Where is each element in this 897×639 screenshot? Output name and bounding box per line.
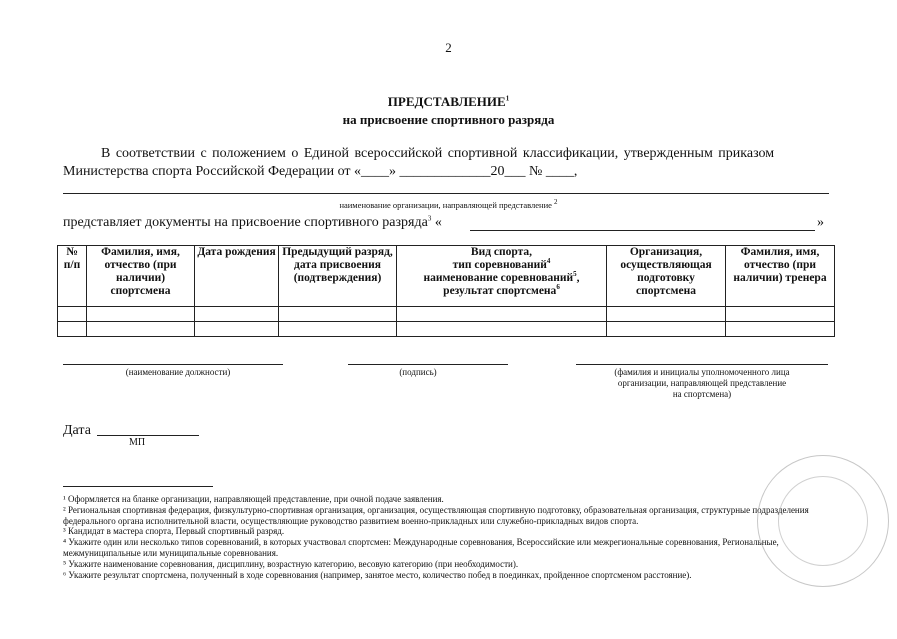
header-sport-line-2-text: тип соревнований xyxy=(452,259,547,271)
athletes-table xyxy=(57,245,835,337)
header-athlete-name: Фамилия, имя, отчество (при наличии) спортсмена xyxy=(87,246,195,307)
header-sport-line-3 xyxy=(399,272,604,285)
table-cell[interactable] xyxy=(58,307,87,322)
header-number: № п/п xyxy=(58,246,87,307)
document-title xyxy=(0,94,897,110)
quote-open: « xyxy=(431,215,442,230)
document-subtitle: на присвоение спортивного разряда xyxy=(342,112,555,127)
table-row xyxy=(58,307,835,322)
header-sport-line-4 xyxy=(399,285,604,298)
table-cell[interactable] xyxy=(279,307,397,322)
table-cell[interactable] xyxy=(607,322,726,337)
represents-footnote-ref: 3 xyxy=(427,214,432,223)
table-cell[interactable] xyxy=(279,322,397,337)
official-name-line xyxy=(576,364,828,365)
signature-line xyxy=(348,364,508,365)
table-cell[interactable] xyxy=(397,307,607,322)
table-cell[interactable] xyxy=(87,322,195,337)
rank-fill-line xyxy=(470,230,815,231)
footnote-4: ⁴ Укажите один или несколько типов соревнований, в которых участвовал спортсмен: Международные соревнования, Всероссийские или межрегиональные соревнования, Региональные, межмуниципальные или муниципальные соревнования. xyxy=(63,537,779,558)
org-name-line xyxy=(63,193,829,194)
office-stamp xyxy=(757,455,889,587)
footnote-ref-6: 6 xyxy=(556,283,560,292)
title-text: ПРЕДСТАВЛЕНИЕ xyxy=(387,94,506,109)
footnote-3: ³ Кандидат в мастера спорта, Первый спортивный разряд. xyxy=(63,526,285,537)
table-cell[interactable] xyxy=(397,322,607,337)
header-sport-line-3-tail: , xyxy=(576,272,580,284)
header-sport-line-3-text: наименование соревнований xyxy=(423,272,574,284)
footnote-separator xyxy=(63,486,213,487)
footnote-5: ⁵ Укажите наименование соревнования, дисциплину, возрастную категорию, весовую категорию (при необходимости). xyxy=(63,558,519,569)
header-sport-line-4-text: результат спортсмена xyxy=(443,285,557,297)
table-cell[interactable] xyxy=(195,307,279,322)
footnote-ref-5: 5 xyxy=(573,270,577,279)
intro-line-1: В соответствии с положением о Единой всероссийской спортивной классификации, утвержденным приказом xyxy=(101,146,775,161)
signature-caption: (подпись) xyxy=(399,367,437,377)
header-previous-rank: Предыдущий разряд, дата присвоения (подтверждения) xyxy=(279,246,397,307)
header-sport-competition xyxy=(397,246,607,307)
header-coach-name: Фамилия, имя, отчество (при наличии) тренера xyxy=(726,246,835,307)
seal-place-label: МП xyxy=(129,437,146,448)
official-name-caption xyxy=(576,367,828,400)
footnotes xyxy=(63,494,833,580)
stamp-inner-ring xyxy=(778,476,868,566)
header-birth-date: Дата рождения xyxy=(195,246,279,307)
table-row xyxy=(58,322,835,337)
intro-line-2: Министерства спорта Российской Федерации от «____» _____________20___ № ____, xyxy=(63,164,578,179)
table-cell[interactable] xyxy=(58,322,87,337)
official-caption-line-1: (фамилия и инициалы уполномоченного лица xyxy=(614,367,790,377)
date-label: Дата xyxy=(63,423,91,438)
footnote-2: ² Региональная спортивная федерация, физкультурно-спортивная организация, организация, осуществляющая спортивную подготовку, образовательная организация, структурные подразделения федерального органа исполнительной власти, осуществляющие руководство развитием военно-прикладных или служебно-прикладных видов спорта. xyxy=(63,504,809,526)
represents-text: представляет документы на присвоение спортивного разряда xyxy=(63,215,428,230)
represents-line xyxy=(63,215,442,231)
table-cell[interactable] xyxy=(726,307,835,322)
org-name-caption xyxy=(0,200,897,210)
quote-close: » xyxy=(817,215,824,230)
footnote-ref-4: 4 xyxy=(546,257,551,266)
table-cell[interactable] xyxy=(726,322,835,337)
table-cell[interactable] xyxy=(87,307,195,322)
footnote-1: ¹ Оформляется на бланке организации, направляющей представление, при очной подаче заявления. xyxy=(63,494,444,504)
org-caption-text: наименование организации, направляющей представление xyxy=(339,200,552,210)
header-training-organization: Организация, осуществляющая подготовку спортсмена xyxy=(607,246,726,307)
table-header-row xyxy=(58,246,835,307)
table-cell[interactable] xyxy=(607,307,726,322)
title-footnote-ref: 1 xyxy=(505,94,510,103)
official-caption-line-3: на спортсмена) xyxy=(672,389,732,399)
org-caption-footnote-ref: 2 xyxy=(554,198,558,207)
position-line xyxy=(63,364,283,365)
date-line xyxy=(97,435,199,436)
header-sport-line-1: Вид спорта, xyxy=(470,246,533,258)
position-caption: (наименование должности) xyxy=(125,367,231,377)
page-number: 2 xyxy=(445,40,452,55)
footnote-6: ⁶ Укажите результат спортсмена, полученный в ходе соревнования (например, занятое место, количество побед в поединках, пройденное спортсменом расстояние). xyxy=(63,569,692,580)
official-caption-line-2: организации, направляющей представление xyxy=(617,378,787,388)
table-cell[interactable] xyxy=(195,322,279,337)
